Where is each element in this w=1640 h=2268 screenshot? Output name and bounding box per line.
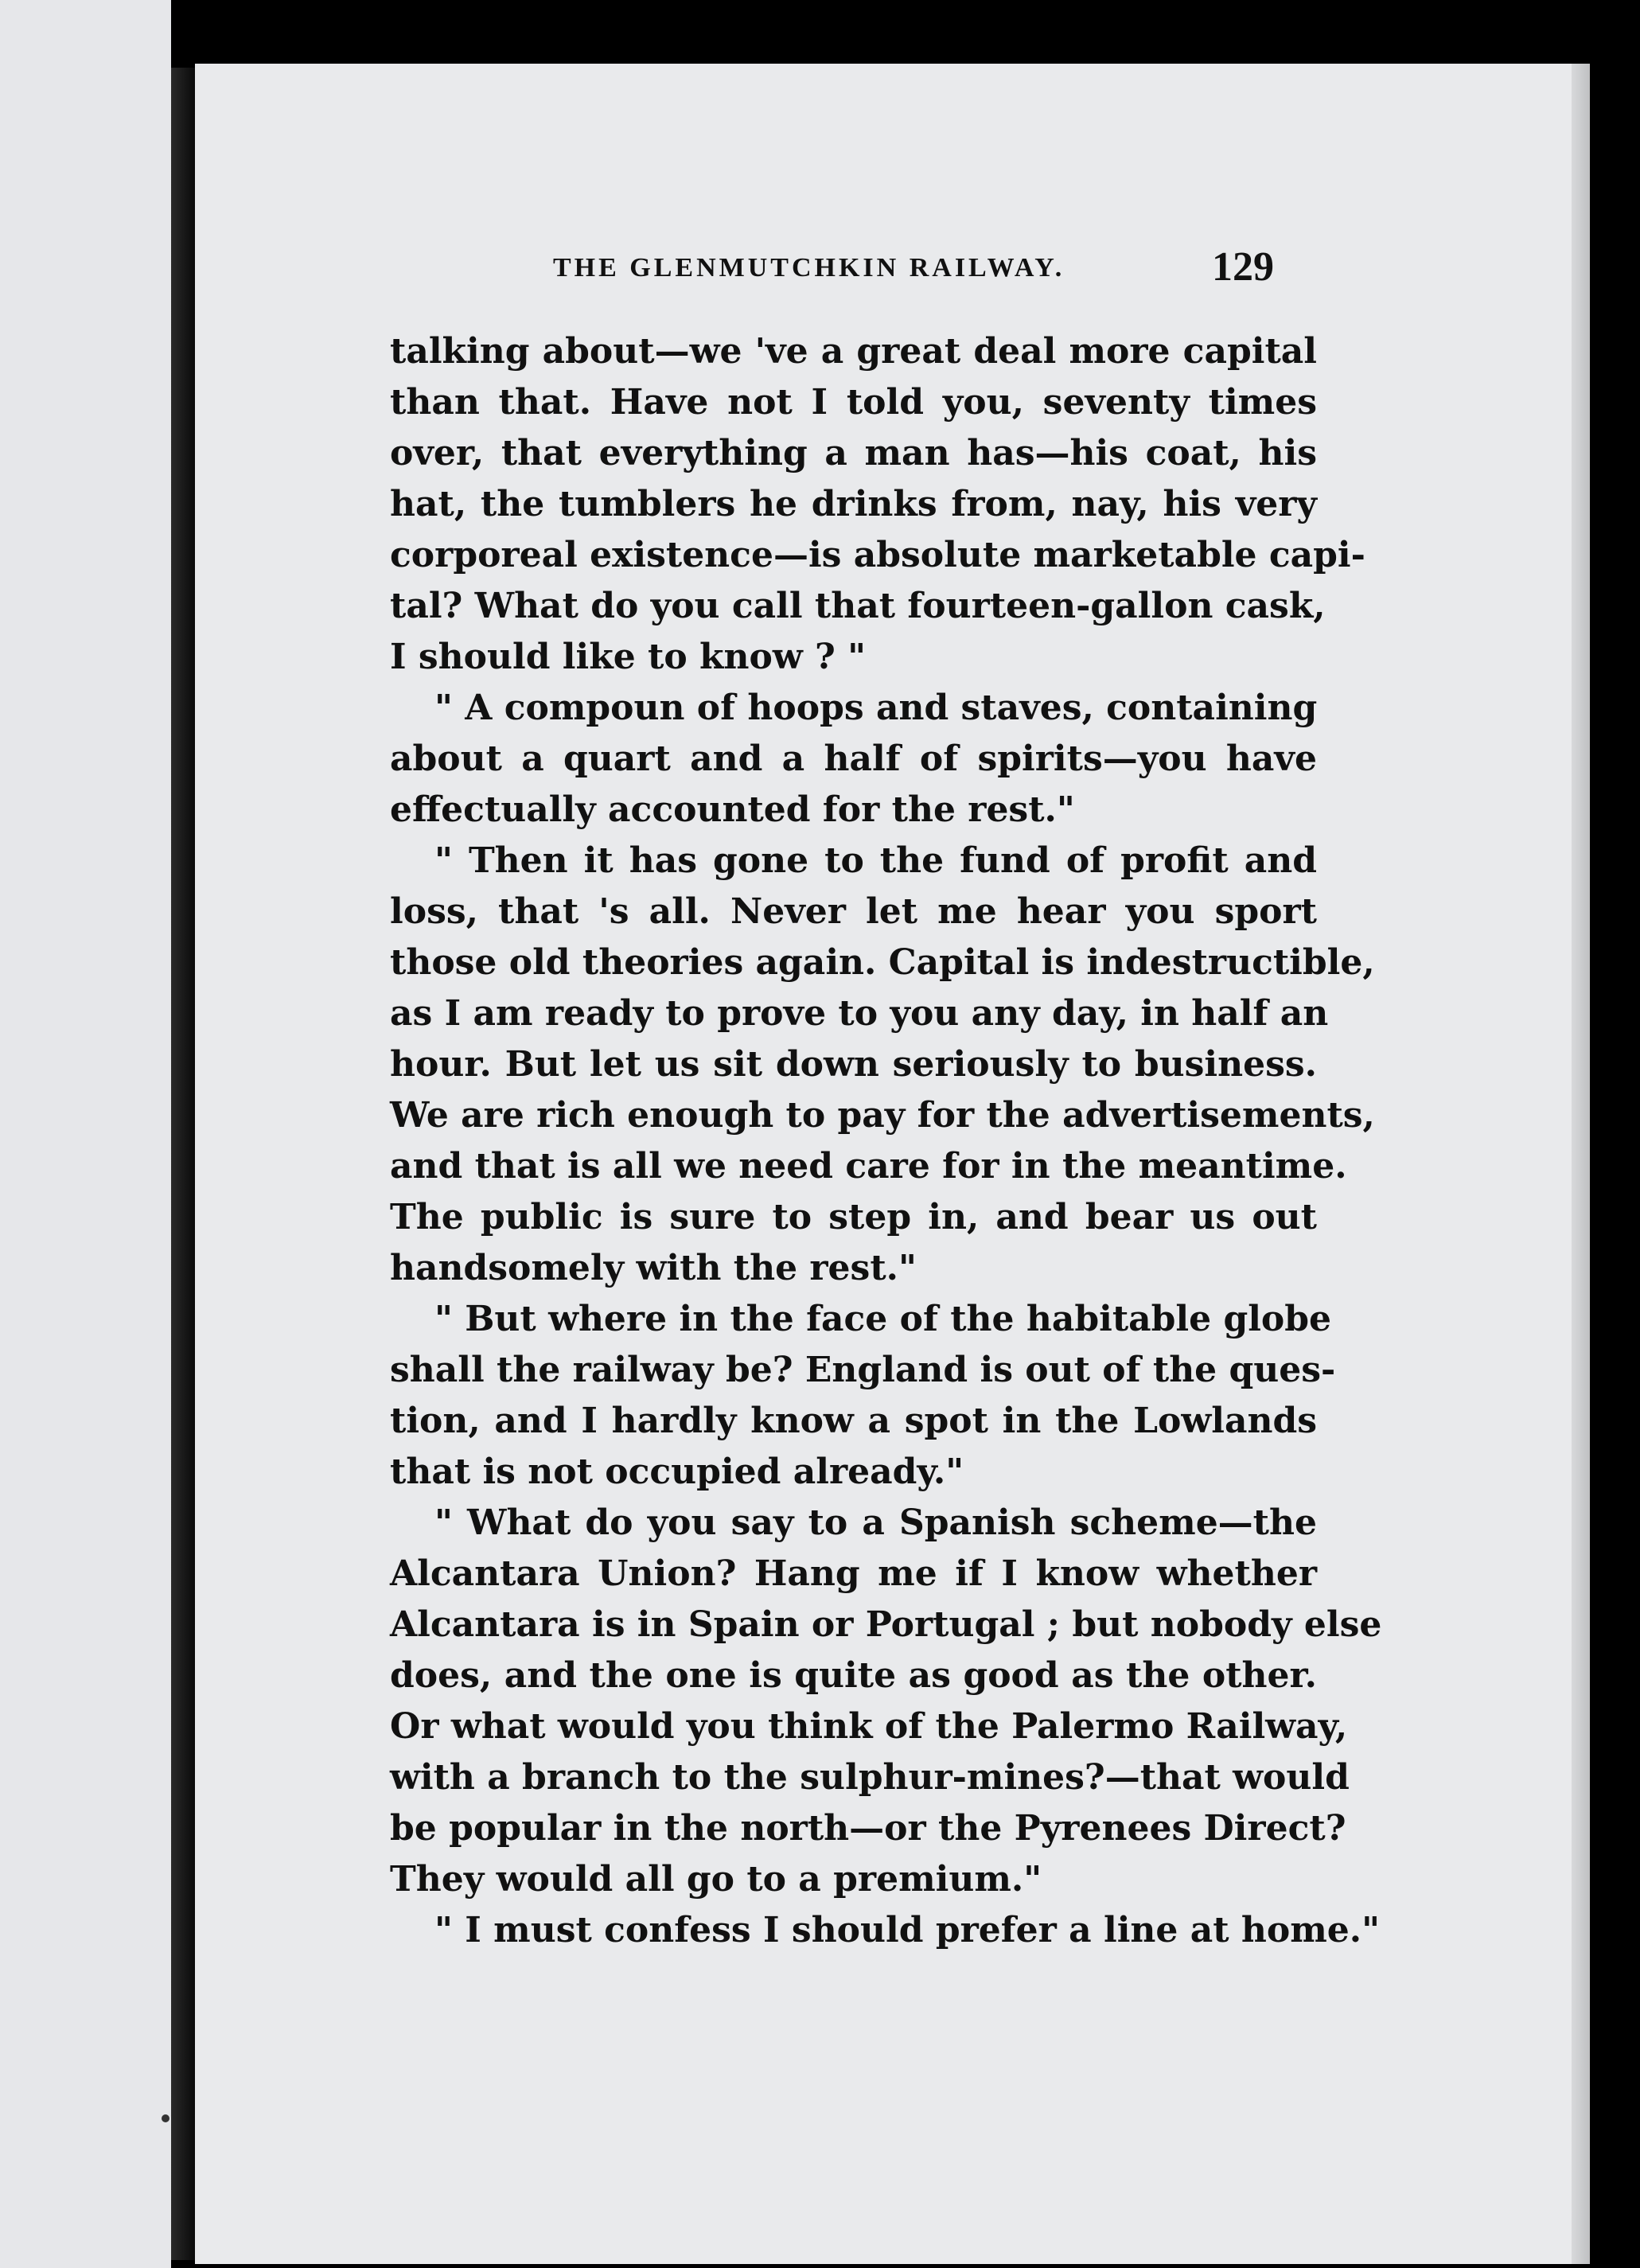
- text-line: corporeal existence—is absolute marketable capi-: [390, 535, 1365, 575]
- page-fore-edge: [1572, 64, 1590, 2264]
- text-line: " A compoun of hoops and staves, containing: [434, 688, 1318, 728]
- page-number: 129: [1212, 244, 1274, 290]
- text-line: those old theories again. Capital is indestructible,: [390, 942, 1375, 983]
- running-head: THE GLENMUTCHKIN RAILWAY.: [553, 253, 1065, 283]
- text-line: and that is all we need care for in the meantime.: [390, 1146, 1347, 1187]
- text-line: as I am ready to prove to you any day, in half an: [390, 993, 1329, 1034]
- text-line: Or what would you think of the Palermo Railway,: [390, 1706, 1348, 1747]
- text-line: tion, and I hardly know a spot in the Lowlands: [390, 1401, 1317, 1441]
- text-line: " Then it has gone to the fund of profit and: [434, 840, 1317, 881]
- body-text: [390, 326, 1382, 1956]
- text-line: talking about—we 've a great deal more capital: [390, 331, 1317, 372]
- text-line: The public is sure to step in, and bear us out: [390, 1197, 1317, 1237]
- text-line: handsomely with the rest.": [390, 1248, 917, 1288]
- text-line: Alcantara is in Spain or Portugal ; but nobody else: [390, 1604, 1382, 1645]
- text-line: does, and the one is quite as good as the other.: [390, 1655, 1317, 1696]
- text-line: tal? What do you call that fourteen-gallon cask,: [390, 586, 1326, 626]
- text-line: We are rich enough to pay for the advertisements,: [390, 1095, 1375, 1136]
- binding-gutter-shadow: [171, 68, 195, 2260]
- scan-speck: [162, 2114, 169, 2122]
- text-line: be popular in the north—or the Pyrenees Direct?: [390, 1808, 1346, 1849]
- text-line: I should like to know ? ": [390, 637, 867, 677]
- text-line: They would all go to a premium.": [390, 1859, 1042, 1900]
- text-line: effectually accounted for the rest.": [390, 789, 1075, 830]
- text-line: " I must confess I should prefer a line at home.": [434, 1910, 1381, 1950]
- facing-page-edge: [0, 0, 171, 2268]
- text-line: over, that everything a man has—his coat, his: [390, 433, 1317, 473]
- text-line: hat, the tumblers he drinks from, nay, his very: [390, 484, 1317, 524]
- text-line: " What do you say to a Spanish scheme—the: [434, 1502, 1317, 1543]
- text-line: that is not occupied already.": [390, 1452, 964, 1492]
- text-line: shall the railway be? England is out of the ques-: [390, 1350, 1336, 1390]
- text-line: than that. Have not I told you, seventy times: [390, 382, 1317, 423]
- text-line: hour. But let us sit down seriously to business.: [390, 1044, 1317, 1085]
- text-line: " But where in the face of the habitable globe: [434, 1299, 1332, 1339]
- text-line: Alcantara Union? Hang me if I know whether: [390, 1553, 1317, 1594]
- text-line: loss, that 's all. Never let me hear you sport: [390, 891, 1317, 932]
- text-line: about a quart and a half of spirits—you have: [390, 738, 1317, 779]
- text-line: with a branch to the sulphur-mines?—that would: [390, 1757, 1350, 1798]
